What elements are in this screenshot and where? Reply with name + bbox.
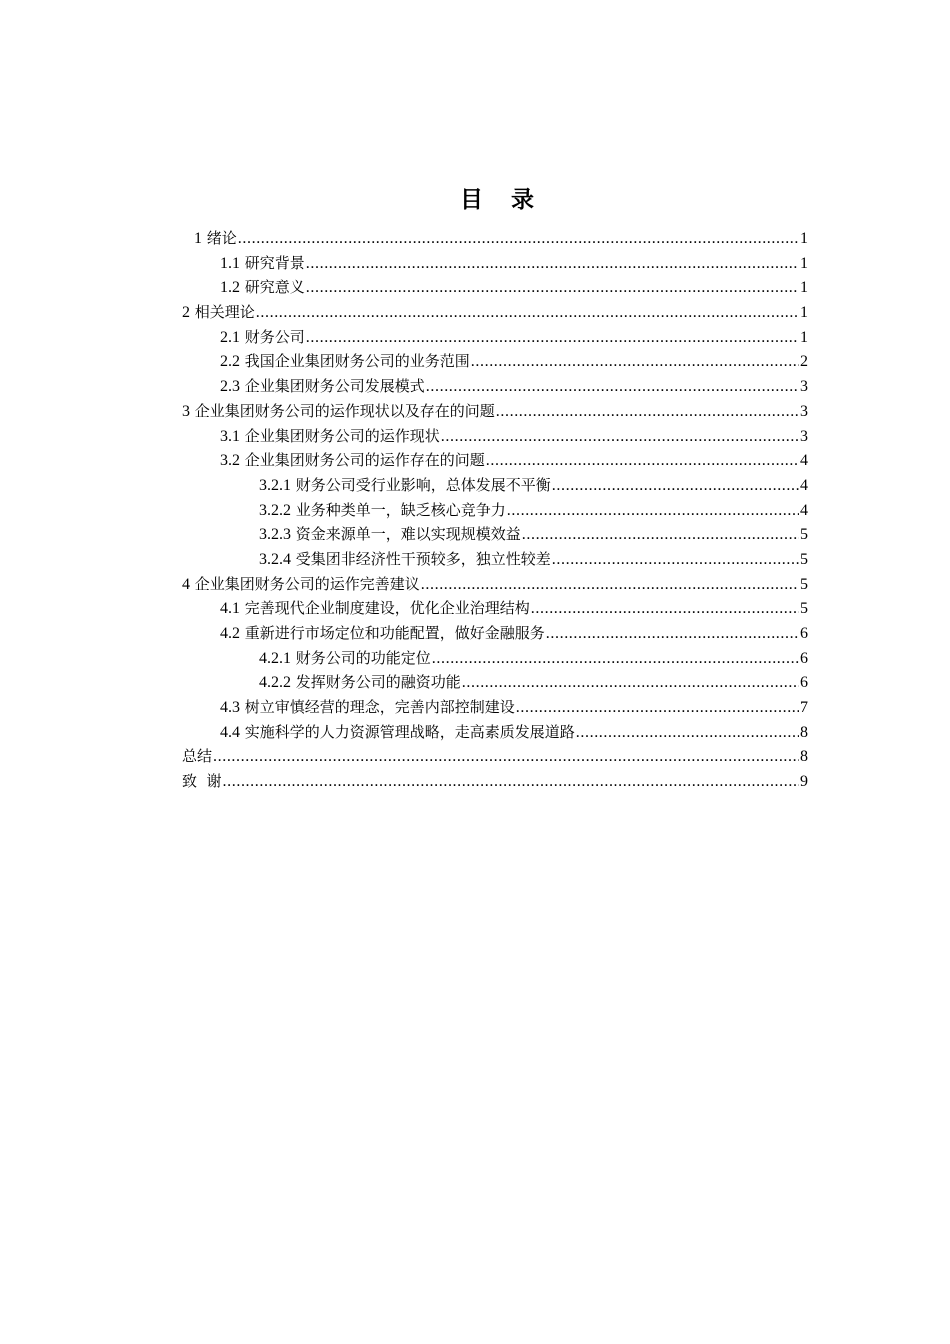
toc-entry[interactable] xyxy=(182,572,808,597)
toc-entry-number: 4.2.1 xyxy=(259,649,291,667)
toc-page-number: 5 xyxy=(800,526,808,544)
toc-entry[interactable] xyxy=(182,547,808,572)
toc-entry-title xyxy=(259,670,461,696)
toc-entry[interactable] xyxy=(182,325,808,350)
toc-entry-label: 受集团非经济性干预较多，独立性较差 xyxy=(295,549,551,568)
toc-entry-number: 3.1 xyxy=(220,427,240,445)
toc-entry-label: 企业集团财务公司的运作现状以及存在的问题 xyxy=(194,401,495,420)
toc-page-number: 9 xyxy=(800,773,808,791)
toc-entry[interactable] xyxy=(182,596,808,621)
toc-page-number: 1 xyxy=(800,279,808,297)
toc-entry-title xyxy=(220,349,470,375)
toc-entry-number: 3.2.2 xyxy=(259,501,291,519)
toc-entry-label: 树立审慎经营的理念，完善内部控制建设 xyxy=(244,698,515,717)
toc-entry-title xyxy=(259,473,551,499)
toc-leader-dots xyxy=(552,474,799,499)
toc-page-number: 4 xyxy=(800,476,808,494)
toc-leader-dots xyxy=(441,425,799,450)
toc-page-number: 3 xyxy=(800,402,808,420)
toc-page-number: 7 xyxy=(800,699,808,717)
toc-entry-label: 我国企业集团财务公司的业务范围 xyxy=(244,352,470,371)
toc-entry[interactable] xyxy=(182,695,808,720)
toc-leader-dots xyxy=(576,721,799,746)
toc-leader-dots xyxy=(522,523,799,548)
toc-entry[interactable] xyxy=(182,374,808,399)
toc-entry-label: 实施科学的人力资源管理战略，走高素质发展道路 xyxy=(244,722,575,741)
toc-page-number: 3 xyxy=(800,378,808,396)
toc-entry-label: 发挥财务公司的融资功能 xyxy=(295,673,461,692)
toc-entry-label: 致 谢 xyxy=(182,772,222,791)
toc-entry-title xyxy=(182,744,212,769)
toc-leader-dots xyxy=(496,400,799,425)
table-of-contents xyxy=(182,226,808,794)
toc-leader-dots xyxy=(421,573,799,598)
toc-page-number: 8 xyxy=(800,723,808,741)
toc-entry[interactable] xyxy=(182,424,808,449)
toc-leader-dots xyxy=(546,622,799,647)
toc-page-number: 5 xyxy=(800,600,808,618)
toc-entry[interactable] xyxy=(182,226,808,251)
toc-entry[interactable] xyxy=(182,448,808,473)
toc-page-number: 3 xyxy=(800,427,808,445)
toc-entry[interactable] xyxy=(182,646,808,671)
toc-entry-number: 4.2 xyxy=(220,625,240,642)
toc-entry-label: 资金来源单一，难以实现规模效益 xyxy=(295,525,521,544)
toc-page-number: 6 xyxy=(800,649,808,667)
toc-entry-label: 财务公司受行业影响，总体发展不平衡 xyxy=(295,475,551,494)
toc-entry-title xyxy=(182,399,495,425)
toc-entry[interactable] xyxy=(182,275,808,300)
toc-leader-dots xyxy=(306,252,799,277)
toc-page-number: 1 xyxy=(800,328,808,346)
toc-entry-title xyxy=(220,374,425,400)
toc-leader-dots xyxy=(531,597,799,622)
toc-entry[interactable] xyxy=(182,251,808,276)
toc-entry-label: 研究意义 xyxy=(244,278,305,297)
toc-entry-label: 财务公司 xyxy=(244,327,305,346)
toc-entry-title xyxy=(194,226,237,252)
toc-leader-dots xyxy=(238,227,799,252)
toc-entry-title xyxy=(220,424,440,450)
toc-entry-number: 4.4 xyxy=(220,723,240,741)
toc-entry-label: 企业集团财务公司发展模式 xyxy=(244,377,425,396)
toc-entry[interactable] xyxy=(182,744,808,769)
toc-leader-dots xyxy=(426,375,799,400)
toc-entry-label: 企业集团财务公司的运作现状 xyxy=(244,426,440,445)
toc-entry-number: 2.1 xyxy=(220,328,240,346)
toc-entry-label: 完善现代企业制度建设，优化企业治理结构 xyxy=(244,599,530,618)
toc-entry-title xyxy=(182,769,222,794)
toc-entry-title xyxy=(220,448,485,474)
toc-entry-title xyxy=(259,522,521,548)
toc-entry-number: 3.2.4 xyxy=(259,550,291,568)
toc-entry-label: 总结 xyxy=(182,747,213,766)
toc-entry[interactable] xyxy=(182,720,808,745)
toc-entry[interactable] xyxy=(182,473,808,498)
toc-entry-title xyxy=(220,720,575,746)
toc-entry-number: 3.2 xyxy=(220,452,240,470)
toc-entry-label: 财务公司的功能定位 xyxy=(295,648,431,667)
toc-leader-dots xyxy=(223,770,799,795)
toc-entry-label: 研究背景 xyxy=(244,253,305,272)
toc-leader-dots xyxy=(213,745,799,770)
toc-entry-title xyxy=(182,572,420,598)
toc-entry-number: 1.2 xyxy=(220,279,240,297)
toc-page-number: 1 xyxy=(800,304,808,322)
toc-leader-dots xyxy=(306,326,799,351)
toc-entry-label: 企业集团财务公司的运作存在的问题 xyxy=(244,451,485,470)
toc-entry[interactable] xyxy=(182,300,808,325)
toc-leader-dots xyxy=(462,671,799,696)
toc-entry-number: 2.2 xyxy=(220,353,240,371)
toc-entry-number: 1 xyxy=(194,230,202,247)
toc-entry-title xyxy=(259,498,506,524)
toc-entry-title xyxy=(220,621,545,647)
toc-leader-dots xyxy=(306,276,799,301)
toc-entry-title xyxy=(220,695,515,721)
toc-entry-label: 绪论 xyxy=(206,229,237,247)
toc-leader-dots xyxy=(471,350,799,375)
toc-leader-dots xyxy=(432,647,799,672)
toc-leader-dots xyxy=(486,449,799,474)
toc-entry[interactable] xyxy=(182,498,808,523)
toc-page-number: 1 xyxy=(800,254,808,272)
toc-page-number: 4 xyxy=(800,452,808,470)
toc-entry-number: 3.2.3 xyxy=(259,526,291,544)
toc-entry-number: 2 xyxy=(182,304,190,322)
toc-leader-dots xyxy=(516,696,799,721)
toc-page-number: 6 xyxy=(800,674,808,692)
toc-entry-number: 1.1 xyxy=(220,254,240,272)
toc-entry[interactable] xyxy=(182,621,808,646)
toc-entry-number: 4 xyxy=(182,575,190,593)
toc-entry-title xyxy=(259,547,551,573)
toc-entry-label: 重新进行市场定位和功能配置，做好金融服务 xyxy=(244,624,545,642)
toc-entry-label: 业务种类单一，缺乏核心竞争力 xyxy=(295,500,506,519)
toc-entry-label: 企业集团财务公司的运作完善建议 xyxy=(194,574,420,593)
toc-title: 目 录 xyxy=(459,186,544,213)
toc-entry-title xyxy=(220,596,530,622)
toc-entry[interactable] xyxy=(182,399,808,424)
toc-entry-number: 2.3 xyxy=(220,378,240,396)
toc-entry[interactable] xyxy=(182,522,808,547)
toc-page-number: 2 xyxy=(800,353,808,371)
toc-page-number: 5 xyxy=(800,575,808,593)
toc-leader-dots xyxy=(552,548,799,573)
toc-entry-label: 相关理论 xyxy=(194,303,255,322)
toc-entry[interactable] xyxy=(182,769,808,794)
toc-entry-title xyxy=(182,300,255,326)
toc-page-number: 4 xyxy=(800,501,808,519)
toc-page-number: 1 xyxy=(800,230,808,247)
toc-page-number: 8 xyxy=(800,748,808,766)
toc-leader-dots xyxy=(507,499,799,524)
toc-entry-title xyxy=(220,325,305,351)
toc-entry-number: 3.2.1 xyxy=(259,476,291,494)
toc-entry-title xyxy=(259,646,431,672)
toc-entry-title xyxy=(220,251,305,277)
toc-leader-dots xyxy=(256,301,799,326)
toc-entry[interactable] xyxy=(182,349,808,374)
toc-entry-number: 4.3 xyxy=(220,699,240,717)
toc-entry-number: 4.2.2 xyxy=(259,674,291,692)
toc-entry-number: 4.1 xyxy=(220,600,240,618)
toc-entry-title xyxy=(220,275,305,301)
toc-page-number: 5 xyxy=(800,550,808,568)
toc-entry-number: 3 xyxy=(182,402,190,420)
toc-page-number: 6 xyxy=(800,625,808,642)
toc-entry[interactable] xyxy=(182,670,808,695)
